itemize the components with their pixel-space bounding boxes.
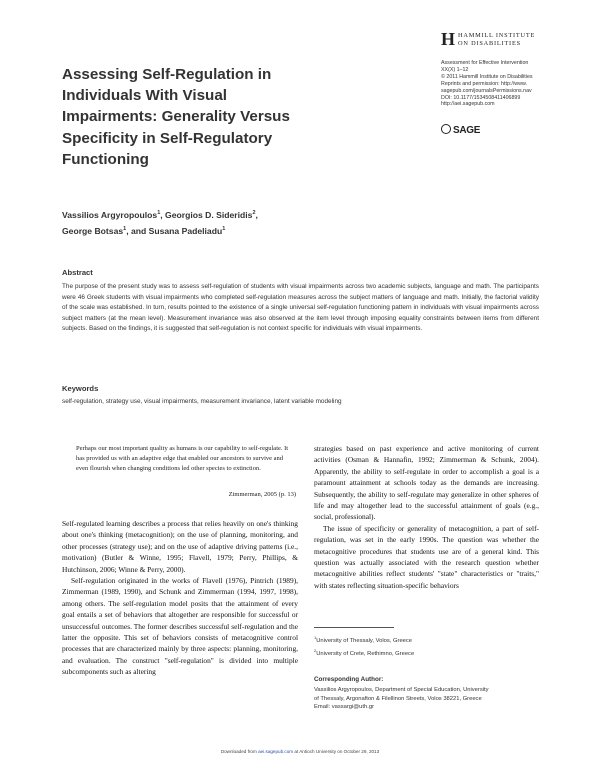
epigraph-quote: Perhaps our most important quality as humans is our capability to self-regulate. It has provided us with an adaptive edge that enabled our ancestors to survive and even flourish when changing conditions led other species to extinction. <box>76 445 289 473</box>
meta-volume: XX(X) 1–12 <box>441 66 469 73</box>
meta-copyright: © 2011 Hammill Institute on Disabilities <box>441 73 533 80</box>
affiliation-item <box>314 646 539 659</box>
affiliation-text: University of Crete, Rethimno, Greece <box>316 650 415 657</box>
keywords-text: self-regulation, strategy use, visual impairments, measurement invariance, latent variable modeling <box>62 398 342 405</box>
corresponding-heading: Corresponding Author: <box>314 676 384 683</box>
sage-label: SAGE <box>453 125 481 136</box>
publisher-logo <box>441 30 566 50</box>
author-name: Vassilios Argyropoulos <box>62 209 158 220</box>
meta-journal-url[interactable]: http://aei.sagepub.com <box>441 101 495 108</box>
meta-permissions-link[interactable]: sagepub.com/journalsPermissions.nav <box>441 87 532 94</box>
affiliation-text: University of Thessaly, Volos, Greece <box>316 637 413 644</box>
corresponding-line: Vassilios Argyropoulos, Department of Special Education, University <box>314 687 489 693</box>
author-name: , Georgios D. Sideridis <box>160 209 253 220</box>
logo-line-1: HAMMILL INSTITUTE <box>458 32 536 39</box>
footnote-divider <box>314 627 394 628</box>
body-paragraph: Self-regulated learning describes a process that relies heavily on one's thinking about one's thinking (metacognition); on the use of planning, monitoring, and other processes (strategy use); and on the use of adaptive driving patterns (i.e., motivation) (Butler & Winne, 1995; Flavell, 1979; Perry, Phillips, & Hutchinson, 2006; Winne & Perry, 2000). <box>62 519 298 574</box>
meta-doi[interactable]: DOI: 10.1177/1534508411406899 <box>441 94 521 101</box>
affiliation-mark: 2 <box>314 647 317 653</box>
author-affil-mark: 1 <box>222 225 226 232</box>
meta-journal: Assessment for Effective Intervention <box>441 60 529 66</box>
affiliation-item <box>314 633 539 646</box>
abstract-heading: Abstract <box>62 268 93 277</box>
meta-reprints: Reprints and permission: http://www. <box>441 80 527 87</box>
author-name: , and Susana Padeliadu <box>126 225 223 236</box>
author-affil-mark: 1 <box>123 225 127 232</box>
footer-link[interactable]: aei.sagepub.com <box>258 749 294 754</box>
epigraph-attribution: Zimmerman, 2005 (p. 13) <box>228 491 296 498</box>
sage-logo <box>441 124 480 136</box>
author-affil-mark: 1 <box>157 210 161 216</box>
article-title: Assessing Self-Regulation in Individuals With Visual Impairments: Generality Versus Specificity in Self-Regulatory Functioning <box>62 66 290 168</box>
body-column-left <box>62 518 298 678</box>
download-footer <box>0 749 600 754</box>
hammill-logo-icon: H <box>441 29 456 49</box>
keywords-heading: Keywords <box>62 384 99 393</box>
body-paragraph: The issue of specificity or generality of metacognition, a part of self-regulation, was set in the early 1990s. The question was whether the metacognitive procedures that students use are of a general kind. This question was actually associated with the research question whether metacognitive abilities reflect students' "state" characteristics or "traits," with states reflecting situation-specific behaviors <box>314 523 539 590</box>
logo-line-2: ON DISABILITIES <box>458 40 521 47</box>
affiliation-mark: 1 <box>314 635 317 640</box>
corresponding-details <box>314 686 539 712</box>
footer-suffix: at Antioch University on October 29, 2013 <box>294 749 380 754</box>
abstract-text: The purpose of the present study was to assess self-regulation of students with visual impairments across two academic subjects, language and math. The participants were 46 Greek students with visual impairments who completed self-regulation measures across the subject matters of language and math. Initially, the factorial validity of the scale was established. In turn, results pointed to the existence of a single universal self-regulation functioning pattern in individuals with visual impairments across subject matters (at the mean level). Measurement invariance was also observed at the item level through imposing equality constraints between items from different subjects. Based on the findings, it is suggested that self-regulation is not context specific for individuals with visual impairments. <box>62 283 539 332</box>
body-paragraph: strategies based on past experience and active monitoring of current activities (Osman & Hannafin, 1992; Zimmerman & Schunk, 2004). Apparently, the ability to self-regulate in order to accomplish a goal is a paramount attainment at schools today as the demands are increasing. Subsequently, the ability to self-regulate may generalize in other spheres of life and may altogether lead to the successful attainment of goals (e.g., social, professional). <box>314 444 539 522</box>
sage-circle-icon <box>441 124 451 134</box>
journal-meta <box>441 60 581 108</box>
author-name: George Botsas <box>62 225 124 236</box>
author-list: Vassilios Argyropoulos$^1$, Georgios D. Sideridis$^2$, George Botsas$^1$, and Susana Padeliadu$^1$ <box>62 209 258 236</box>
corresponding-line: of Thessaly, Argonafton & Filellinon Streets, Volos 38221, Greece <box>314 695 482 702</box>
footer-prefix: Downloaded from <box>220 749 257 754</box>
body-column-right <box>314 443 539 591</box>
author-affil-mark: 2 <box>252 210 256 216</box>
affiliations <box>314 633 539 659</box>
body-paragraph: Self-regulation originated in the works of Flavell (1976), Pintrich (1989), Zimmerman (1989, 1990), and Schunk and Zimmerman (1994, 1997, 1998), among others. The self-regulation model posits that the attainment of every goal entails a set of behaviors that altogether are responsible for successful or unsuccessful outcomes. The former describes successful self-regulation and the latter the opposite. This set of behaviors consists of metacognitive control processes that are characterized mainly by three aspects: planning, monitoring, and evaluation. The construct "self-regulation" is divided into multiple subcomponents such as altering <box>62 576 298 677</box>
corresponding-email[interactable]: Email: vassargi@uth.gr <box>314 704 375 711</box>
